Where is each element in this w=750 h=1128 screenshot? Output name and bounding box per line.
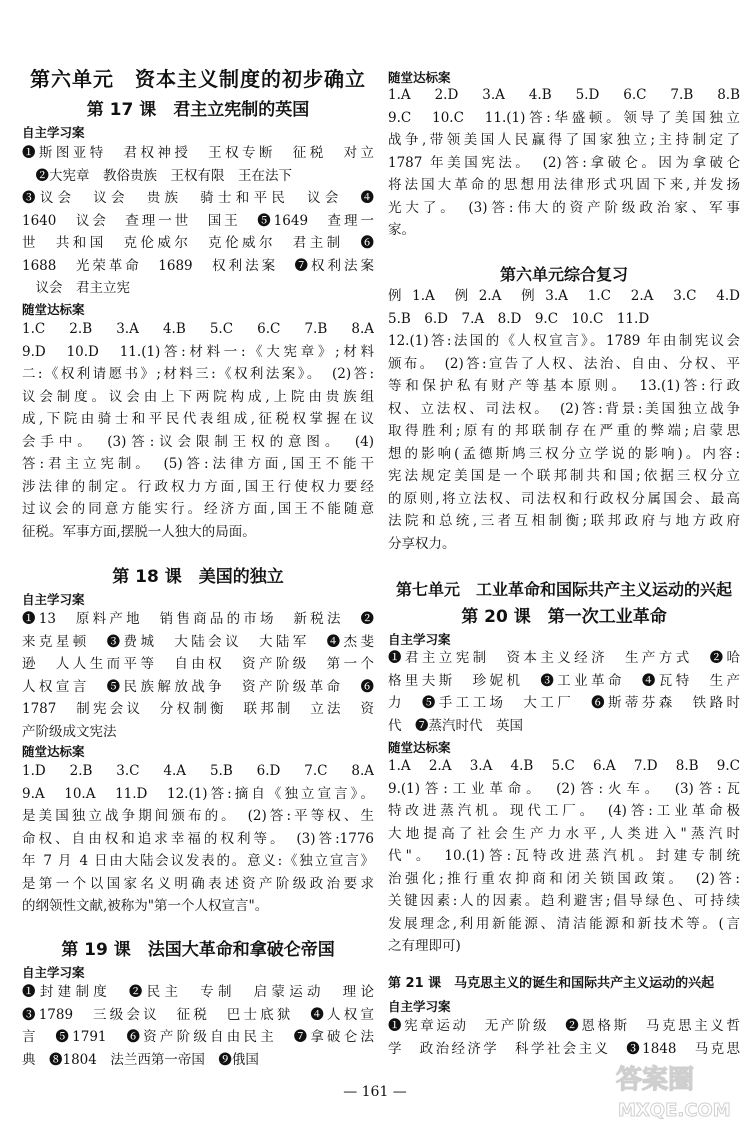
text-line: 分享权力。 (388, 535, 456, 552)
text-line: 代 ❼蒸汽时代 英国 (388, 717, 523, 734)
text-line: 格里夫斯 珍妮机 ❸工业革命 ❹瓦特 生产 (388, 672, 740, 689)
text-line: 会手中。 (3)答:议会限制王权的意图。 (4) (22, 433, 374, 450)
text-line: 取得胜利;原有的邦联制存在严重的弊端;启蒙思 (388, 423, 740, 439)
text-line: 过议会的同意方能实行。经济方面,国王不能随意 (22, 501, 374, 517)
text-line: 12.(1)答:法国的《人权宣言》。1789 年由制宪议会 (388, 333, 740, 349)
text-line: ❸议会 议会 贵族 骑士和平民 议会 ❹ (22, 190, 374, 206)
text-line: 人权宣言 ❺民族解放战争 资产阶级革命 ❻ (22, 678, 374, 695)
text-line: 9.C 10.C 11.(1)答:华盛顿。领导了美国独立 (388, 109, 740, 126)
lesson18-practice-heading: 随堂达标案 (22, 744, 85, 759)
text-line: 1688 光荣革命 1689 权利法案 ❼权利法案 (22, 257, 374, 274)
lesson17-self-study-heading: 自主学习案 (22, 125, 85, 140)
lesson19-self-study-block (22, 981, 374, 1071)
text-line: 典 ❽1804 法兰西第一帝国 ❾俄国 (22, 1051, 259, 1068)
lesson18-practice-block (22, 760, 374, 918)
text-line: 逊 人人生而平等 自由权 资产阶级 第一个 (22, 656, 374, 672)
text-line: 9.D 10.D 11.(1)答:材料一:《大宪章》;材料 (22, 343, 374, 360)
watermark-logo-icon (610, 1058, 740, 1124)
lesson20-practice-block (388, 755, 740, 958)
text-line: 治强化;推行重农抑商和闭关锁国政策。 (2)答: (388, 870, 740, 887)
text-line: 1.A 2.A 3.A 4.B 5.C 6.A 7.D 8.B 9.C (388, 758, 740, 774)
lesson18-title: 第 18 课 美国的独立 (112, 567, 284, 587)
text-line: 1.C 2.B 3.A 4.B 5.C 6.C 7.B 8.A (22, 321, 374, 337)
text-line: 来克星顿 ❸费城 大陆会议 大陆军 ❹杰斐 (22, 633, 374, 650)
text-line: 产阶级成文宪法 (22, 723, 117, 740)
text-line: 涉法律的制定。行政权力方面,国王行使权力要经 (22, 478, 374, 495)
lesson19-self-study-heading: 自主学习案 (22, 965, 85, 980)
text-line: 5.B 6.D 7.A 8.D 9.C 10.C 11.D (388, 310, 650, 327)
text-line: 9.(1)答:工业革命。 (2)答:火车。 (3)答:瓦 (388, 780, 740, 797)
text-line: 1787 年美国宪法。 (2)答:拿破仑。因为拿破仑 (388, 154, 740, 171)
text-line: ❸1789 三级会议 征税 巴士底狱 ❹人权宣 (22, 1006, 374, 1023)
text-line: 世 共和国 克伦威尔 克伦威尔 君主制 ❻ (22, 235, 374, 251)
text-line: 颁布。 (2)答:宣告了人权、法治、自由、分权、平 (388, 355, 740, 372)
text-line: 例 1.A 例 2.A 例 3.A 1.C 2.A 3.C 4.D (388, 288, 740, 304)
unit7-title: 第七单元 工业革命和国际共产主义运动的兴起 (395, 580, 732, 599)
text-line: ❶封建制度 ❷民主 专制 启蒙运动 理论 (22, 984, 374, 1000)
text-line: 1787 制宪会议 分权制衡 联邦制 立法 资 (22, 701, 374, 717)
lesson19-practice-block (388, 84, 740, 242)
svg-text:MXQE.COM: MXQE.COM (618, 1100, 731, 1121)
lesson19-title: 第 19 课 法国大革命和拿破仑帝国 (61, 940, 335, 960)
text-line: 之有理即可) (388, 938, 461, 954)
text-line: ❷大宪章 教俗贵族 王权有限 王在法下 (22, 167, 292, 184)
text-line: 的原则,将立法权、司法权和行政权分属国会、最高 (388, 490, 740, 507)
text-line: 征税。军事方面,摆脱一人独大的局面。 (22, 523, 256, 540)
unit6-review-title: 第六单元综合复习 (499, 265, 628, 284)
text-line: 发展理念,利用新能源、清洁能源和新技术等。(言 (388, 915, 740, 932)
lesson21-self-study-block (388, 1015, 740, 1060)
text-line: 学 政治经济学 科学社会主义 ❸1848 马克思 (388, 1040, 740, 1057)
text-line: 宪法规定美国是一个联邦制共和国;依据三权分立 (388, 468, 740, 484)
text-line: 等和保护私有财产等基本原则。 13.(1)答:行政 (388, 378, 740, 394)
text-line: ❶君主立宪制 资本主义经济 生产方式 ❷哈 (388, 650, 740, 666)
text-line: 的纲领性文献,被称为"第一个人权宣言"。 (22, 898, 269, 914)
text-line: 命权、自由权和追求幸福的权利等。 (3)答:1776 (22, 830, 374, 847)
text-line: ❶斯图亚特 君权神授 王权专断 征税 对立 (22, 145, 374, 161)
lesson17-practice-block (22, 318, 374, 543)
text-line: 将法国大革命的思想用法律形式巩固下来,并发扬 (388, 177, 740, 193)
text-line: 1640 议会 查理一世 国王 ❺1649 查理一 (22, 212, 374, 229)
lesson17-self-study-block (22, 142, 374, 300)
text-line: 代"。 10.(1)答:瓦特改进蒸汽机。封建专制统 (388, 848, 740, 864)
svg-text:答案圈: 答案圈 (616, 1065, 695, 1095)
text-line: 1.D 2.B 3.C 4.A 5.B 6.D 7.C 8.A (22, 763, 374, 779)
text-line: 成,下院由骑士和平民代表组成,征税权掌握在议 (22, 411, 374, 427)
text-line: 战争,带领美国人民赢得了国家独立;主持制定了 (388, 132, 740, 148)
lesson20-self-study-heading: 自主学习案 (388, 632, 451, 647)
text-line: 议会制度。议会由上下两院构成,上院由贵族组 (22, 388, 374, 405)
text-line: 9.A 10.A 11.D 12.(1)答:摘自《独立宣言》。 (22, 785, 374, 802)
page-number: — 161 — (343, 1084, 407, 1100)
text-line: 大地提高了社会生产力水平,人类进入"蒸汽时 (388, 825, 740, 842)
lesson20-practice-heading: 随堂达标案 (388, 740, 451, 755)
lesson17-practice-heading: 随堂达标案 (22, 302, 85, 317)
unit6-review-block (388, 285, 740, 555)
text-line: 言 ❺1791 ❻资产阶级自由民主 ❼拿破仑法 (22, 1029, 374, 1045)
text-line: 家。 (388, 222, 415, 238)
text-line: ❶13 原料产地 销售商品的市场 新税法 ❷ (22, 611, 374, 627)
lesson21-self-study-heading: 自主学习案 (388, 999, 451, 1014)
text-line: 想的影响(孟德斯鸠三权分立学说的影响)。内容: (388, 445, 740, 462)
text-line: ❶宪章运动 无产阶级 ❷恩格斯 马克思主义哲 (388, 1018, 740, 1034)
text-line: 二:《权利请愿书》;材料三:《权利法案》。 (2)答: (22, 366, 374, 382)
unit6-title: 第六单元 资本主义制度的初步确立 (30, 67, 366, 91)
text-line: 是美国独立战争期间颁布的。 (2)答:平等权、生 (22, 808, 374, 824)
text-line: 关键因素:人的因素。趋利避害;倡导绿色、可持续 (388, 893, 740, 909)
text-line: 议会 君主立宪 (22, 280, 130, 296)
text-line: 1.A 2.D 3.A 4.B 5.D 6.C 7.B 8.B (388, 87, 740, 103)
text-line: 答:君主立宪制。 (5)答:法律方面,国王不能干 (22, 456, 374, 472)
text-line: 法院和总统,三者互相制衡;联邦政府与地方政府 (388, 513, 740, 529)
lesson21-title: 第 21 课 马克思主义的诞生和国际共产主义运动的兴起 (388, 976, 715, 991)
text-line: 权、立法权、司法权。 (2)答:背景:美国独立战争 (388, 400, 740, 417)
lesson17-title: 第 17 课 君主立宪制的英国 (86, 100, 310, 120)
lesson19-practice-heading: 随堂达标案 (388, 70, 451, 85)
text-line: 光大了。 (3)答:伟大的资产阶级政治家、军事 (388, 199, 740, 216)
text-line: 特改进蒸汽机。现代工厂。 (4)答:工业革命极 (388, 803, 740, 819)
text-line: 年 7 月 4 日由大陆会议发表的。意义:《独立宣言》 (22, 853, 374, 869)
lesson18-self-study-block (22, 608, 374, 743)
lesson18-self-study-heading: 自主学习案 (22, 592, 85, 607)
text-line: 是第一个以国家名义明确表述资产阶级政治要求 (22, 875, 374, 892)
text-line: 力 ❺手工工场 大工厂 ❻斯蒂芬森 铁路时 (388, 695, 740, 711)
lesson20-self-study-block (388, 647, 740, 737)
lesson20-title: 第 20 课 第一次工业革命 (461, 607, 667, 627)
